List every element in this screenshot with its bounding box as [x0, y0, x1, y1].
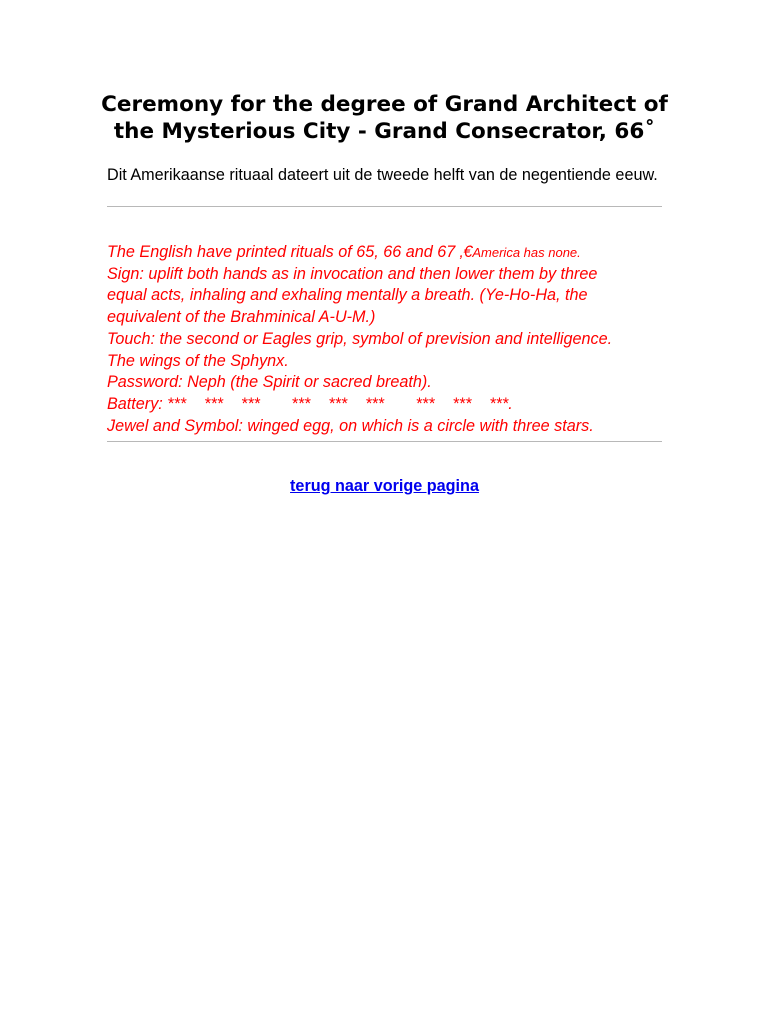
top-divider	[107, 206, 662, 207]
ritual-line-1-main: The English have printed rituals of 65, 66 and 67	[107, 243, 460, 261]
intro-paragraph: Dit Amerikaanse rituaal dateert uit de tweede helft van de negentiende eeuw.	[107, 166, 658, 184]
ritual-line-1-small: America has none.	[472, 245, 581, 260]
ritual-line-1	[107, 242, 662, 264]
back-link[interactable]: terug naar vorige pagina	[290, 477, 479, 496]
ritual-line-9: Jewel and Symbol: winged egg, on which is a circle with three stars.	[107, 416, 594, 435]
ritual-line-5: Touch: the second or Eagles grip, symbol of prevision and intelligence.	[107, 329, 613, 348]
ritual-line-6: The wings of the Sphynx.	[107, 351, 289, 370]
page-content	[101, 0, 668, 496]
ritual-line-8: Battery: *** *** *** *** *** *** *** *** ***.	[107, 394, 513, 413]
ritual-line-7: Password: Neph (the Spirit or sacred breath).	[107, 373, 432, 392]
ritual-text	[107, 242, 662, 437]
page-title: Ceremony for the degree of Grand Architect of the Mysterious City - Grand Consecrator, 66˚	[101, 92, 668, 144]
back-link-container	[107, 476, 662, 496]
ritual-line-1-garbled: ‚€	[459, 243, 473, 261]
bottom-divider	[107, 441, 662, 442]
ritual-line-2: Sign: uplift both hands as in invocation and then lower them by three	[107, 264, 598, 283]
ritual-line-4: equivalent of the Brahminical A-U-M.)	[107, 308, 376, 327]
ritual-line-3: equal acts, inhaling and exhaling mentally a breath. (Ye-Ho-Ha, the	[107, 286, 588, 305]
